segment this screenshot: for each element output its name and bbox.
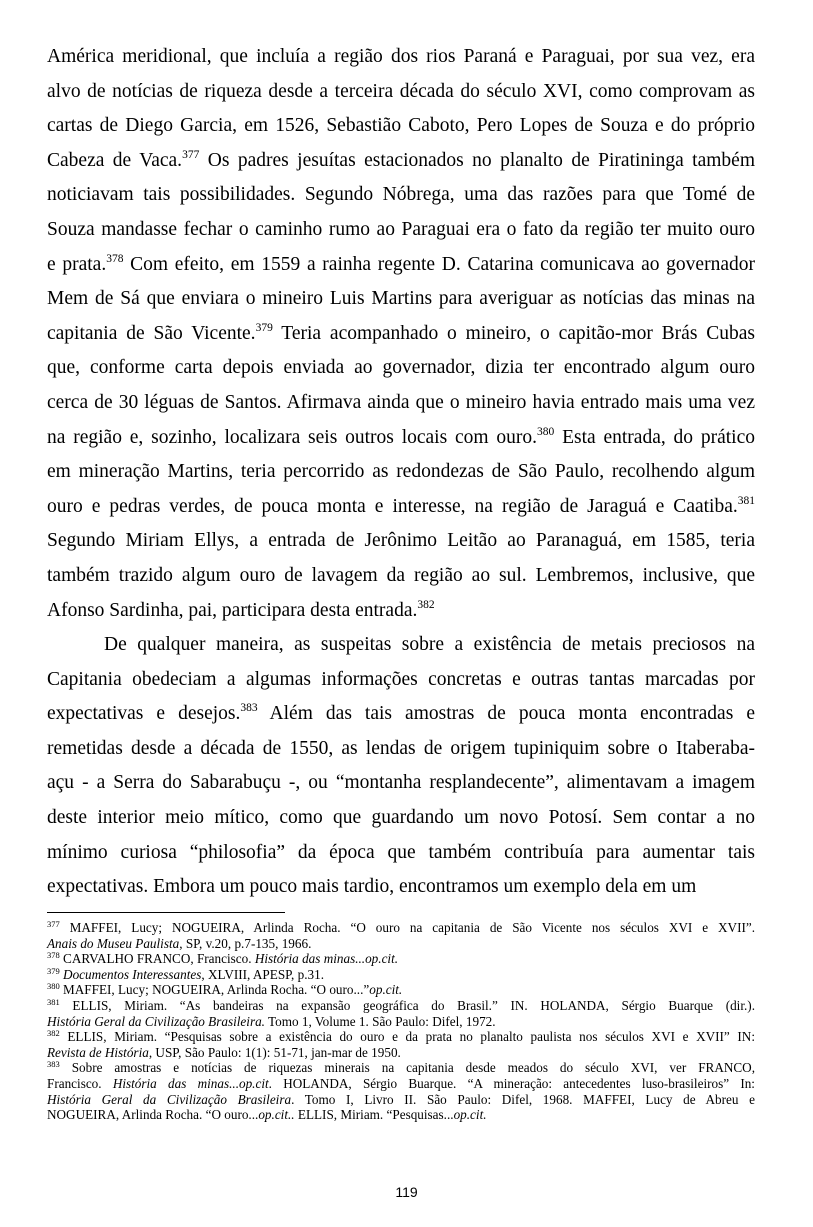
footnote-number: 378 bbox=[47, 950, 60, 961]
footnote-line bbox=[47, 1107, 755, 1123]
footnote-reference: 377 bbox=[182, 148, 200, 161]
text-line bbox=[47, 490, 755, 525]
text-segment: expectativas e desejos. bbox=[47, 703, 241, 725]
footnote-text: Tomo 1, Volume 1. São Paulo: Difel, 1972. bbox=[264, 1013, 496, 1029]
text-segment: mínimo curiosa “philosofia” da época que também contribuía para aumentar tais bbox=[47, 841, 755, 863]
footnote-text: . HOLANDA, Sérgio Buarque. “A mineração: antecedentes luso-brasileiros” In: bbox=[268, 1075, 755, 1091]
text-line bbox=[47, 870, 755, 905]
text-segment: Afonso Sardinha, pai, participara desta entrada. bbox=[47, 599, 418, 621]
footnote-italic-text: Revista de História bbox=[47, 1044, 149, 1060]
text-line bbox=[47, 801, 755, 836]
text-segment: Capitania obedeciam a algumas informações concretas e outras tantas marcadas por bbox=[47, 668, 755, 690]
footnote-line bbox=[47, 1060, 755, 1076]
text-line bbox=[47, 351, 755, 386]
footnote-text: ELLIS, Miriam. “Pesquisas... bbox=[294, 1107, 454, 1123]
text-line bbox=[47, 213, 755, 248]
text-segment: América meridional, que incluía a região dos rios Paraná e Paraguai, por sua vez, era bbox=[47, 46, 755, 67]
text-line bbox=[47, 628, 755, 663]
text-segment: na região e, sozinho, localizara seis outros locais com ouro. bbox=[47, 426, 538, 448]
footnote-number: 380 bbox=[47, 981, 60, 992]
paragraph-1 bbox=[47, 40, 755, 628]
text-segment: Com efeito, em 1559 a rainha regente D. Catarina comunicava ao governador bbox=[123, 253, 755, 275]
text-segment: que, conforme carta depois enviada ao governador, dizia ter encontrado algum ouro bbox=[47, 357, 755, 379]
text-segment: expectativas. Embora um pouco mais tardio, encontramos um exemplo dela em um bbox=[47, 876, 697, 898]
footnote-line bbox=[47, 1014, 755, 1030]
footnote-separator bbox=[47, 912, 285, 913]
footnote-italic-text: História Geral da Civilização Brasileira. bbox=[47, 1013, 265, 1029]
footnote-text: MAFFEI, Lucy; NOGUEIRA, Arlinda Rocha. “O ouro na capitania de São Vicente nos séculos XVI e XVII”. bbox=[59, 920, 755, 935]
text-line bbox=[47, 455, 755, 490]
text-segment: noticiavam tais possibilidades. Segundo Nóbrega, uma das razões para que Tomé de bbox=[47, 184, 755, 206]
footnote-italic-text: História Geral da Civilização Brasileira bbox=[47, 1091, 292, 1107]
text-line bbox=[47, 317, 755, 352]
text-segment: Além das tais amostras de pouca monta encontradas e bbox=[257, 703, 755, 725]
footnote-line bbox=[47, 967, 755, 983]
text-line bbox=[47, 559, 755, 594]
text-segment: Segundo Miriam Ellys, a entrada de Jerônimo Leitão ao Paranaguá, em 1585, teria bbox=[47, 530, 755, 552]
body-text bbox=[47, 40, 755, 905]
text-segment: cartas de Diego Garcia, em 1526, Sebastião Caboto, Pero Lopes de Souza e do próprio bbox=[47, 115, 755, 137]
text-line bbox=[47, 836, 755, 871]
text-line bbox=[47, 732, 755, 767]
text-line bbox=[47, 594, 755, 629]
text-segment: Os padres jesuítas estacionados no planalto de Piratininga também bbox=[199, 149, 755, 171]
footnote-text: Francisco. bbox=[47, 1075, 113, 1091]
footnote-line bbox=[47, 998, 755, 1014]
footnote-text: CARVALHO FRANCO, Francisco. bbox=[59, 951, 255, 967]
footnote-line bbox=[47, 920, 755, 936]
text-segment: e prata. bbox=[47, 253, 107, 275]
text-segment: também trazido algum ouro de lavagem da região ao sul. Lembremos, inclusive, que bbox=[47, 564, 755, 586]
footnote-number: 379 bbox=[47, 965, 60, 976]
footnote-italic-text: Anais do Museu Paulista bbox=[47, 935, 180, 951]
footnote-line bbox=[47, 982, 755, 998]
footnote-italic-text: Documentos Interessantes bbox=[63, 966, 202, 982]
text-segment: ouro e pedras verdes, de pouca monta e interesse, na região de Jaraguá e Caatiba. bbox=[47, 495, 738, 517]
footnote-text: , SP, v.20, p.7-135, 1966. bbox=[179, 935, 312, 951]
text-line bbox=[47, 282, 755, 317]
text-segment: Teria acompanhado o mineiro, o capitão-mor Brás Cubas bbox=[272, 322, 756, 344]
footnote-text: . Tomo I, Livro II. São Paulo: Difel, 1968. MAFFEI, Lucy de Abreu e bbox=[291, 1091, 755, 1107]
footnote-italic-text: op.cit.. bbox=[258, 1107, 295, 1123]
text-line bbox=[47, 766, 755, 801]
text-segment: cerca de 30 léguas de Santos. Afirmava ainda que o mineiro havia entrado mais uma vez bbox=[47, 391, 755, 413]
text-segment: Cabeza de Vaca. bbox=[47, 149, 183, 171]
text-line bbox=[47, 421, 755, 456]
text-segment: remetidas desde a década de 1550, as lendas de origem tupiniquim sobre o Itaberaba- bbox=[47, 737, 755, 759]
text-line bbox=[47, 40, 755, 75]
footnote-text: ELLIS, Miriam. “As bandeiras na expansão geográfica do Brasil.” IN. HOLANDA, Sérgio Buarque (dir.). bbox=[59, 997, 755, 1013]
text-segment: alvo de notícias de riqueza desde a terceira década do século XVI, como comprovam as bbox=[47, 80, 755, 102]
footnote-text: Sobre amostras e notícias de riquezas minerais na capitania desde meados do século XVI, ver FRANCO, bbox=[59, 1060, 755, 1076]
footnote-reference: 378 bbox=[106, 252, 124, 265]
footnote-italic-text: História das minas...op.cit bbox=[112, 1075, 269, 1091]
footnote-line bbox=[47, 1076, 755, 1092]
text-segment: Mem de Sá que enviara o mineiro Luis Martins para averiguar as notícias das minas na bbox=[47, 288, 755, 310]
footnote-line bbox=[47, 1029, 755, 1045]
text-segment: De qualquer maneira, as suspeitas sobre a existência de metais preciosos na bbox=[104, 634, 755, 656]
footnotes bbox=[47, 920, 755, 1123]
text-line bbox=[47, 109, 755, 144]
text-segment: Esta entrada, do prático bbox=[554, 426, 756, 448]
footnote-reference: 381 bbox=[737, 494, 755, 507]
footnote-line bbox=[47, 936, 755, 952]
text-segment: capitania de São Vicente. bbox=[47, 322, 256, 344]
footnote-number: 382 bbox=[47, 1028, 60, 1039]
footnote-line bbox=[47, 1092, 755, 1108]
page-number: 119 bbox=[395, 1184, 418, 1200]
text-line bbox=[47, 386, 755, 421]
footnote-italic-text: op.cit. bbox=[453, 1107, 487, 1123]
text-segment: Souza mandasse fechar o caminho rumo ao Paraguai era o fato da região ter muito ouro bbox=[47, 218, 755, 240]
footnote-text: , XLVIII, APESP, p.31. bbox=[201, 966, 324, 982]
text-line bbox=[47, 697, 755, 732]
footnote-italic-text: op.cit. bbox=[369, 982, 403, 998]
footnote-italic-text: História das minas...op.cit. bbox=[254, 951, 399, 967]
footnote-reference: 382 bbox=[417, 598, 435, 611]
text-line bbox=[47, 144, 755, 179]
footnote-reference: 380 bbox=[537, 425, 555, 438]
footnote-line bbox=[47, 951, 755, 967]
text-segment: açu - a Serra do Sabarabuçu -, ou “montanha resplandecente”, alimentavam a imagem bbox=[47, 772, 755, 794]
paragraph-2 bbox=[47, 628, 755, 905]
text-line bbox=[47, 178, 755, 213]
text-segment: em mineração Martins, teria percorrido as redondezas de São Paulo, recolhendo algum bbox=[47, 461, 755, 483]
footnote-reference: 379 bbox=[255, 321, 273, 334]
text-line bbox=[47, 248, 755, 283]
footnote-text: , USP, São Paulo: 1(1): 51-71, jan-mar de 1950. bbox=[148, 1044, 401, 1060]
footnote-line bbox=[47, 1045, 755, 1061]
text-line bbox=[47, 524, 755, 559]
footnote-text: MAFFEI, Lucy; NOGUEIRA, Arlinda Rocha. “O ouro...” bbox=[59, 982, 370, 998]
footnote-number: 377 bbox=[47, 919, 60, 929]
footnote-text: NOGUEIRA, Arlinda Rocha. “O ouro... bbox=[47, 1107, 259, 1123]
text-segment: deste interior meio mítico, como que guardando um novo Potosí. Sem contar a no bbox=[47, 807, 755, 829]
text-line bbox=[47, 75, 755, 110]
footnote-reference: 383 bbox=[240, 702, 258, 715]
text-line bbox=[47, 663, 755, 698]
footnote-text: ELLIS, Miriam. “Pesquisas sobre a existência do ouro e da prata no planalto paulista nos séculos XVI e XVII” IN: bbox=[59, 1029, 755, 1045]
footnote-number: 383 bbox=[47, 1059, 60, 1070]
footnote-number: 381 bbox=[47, 996, 60, 1007]
